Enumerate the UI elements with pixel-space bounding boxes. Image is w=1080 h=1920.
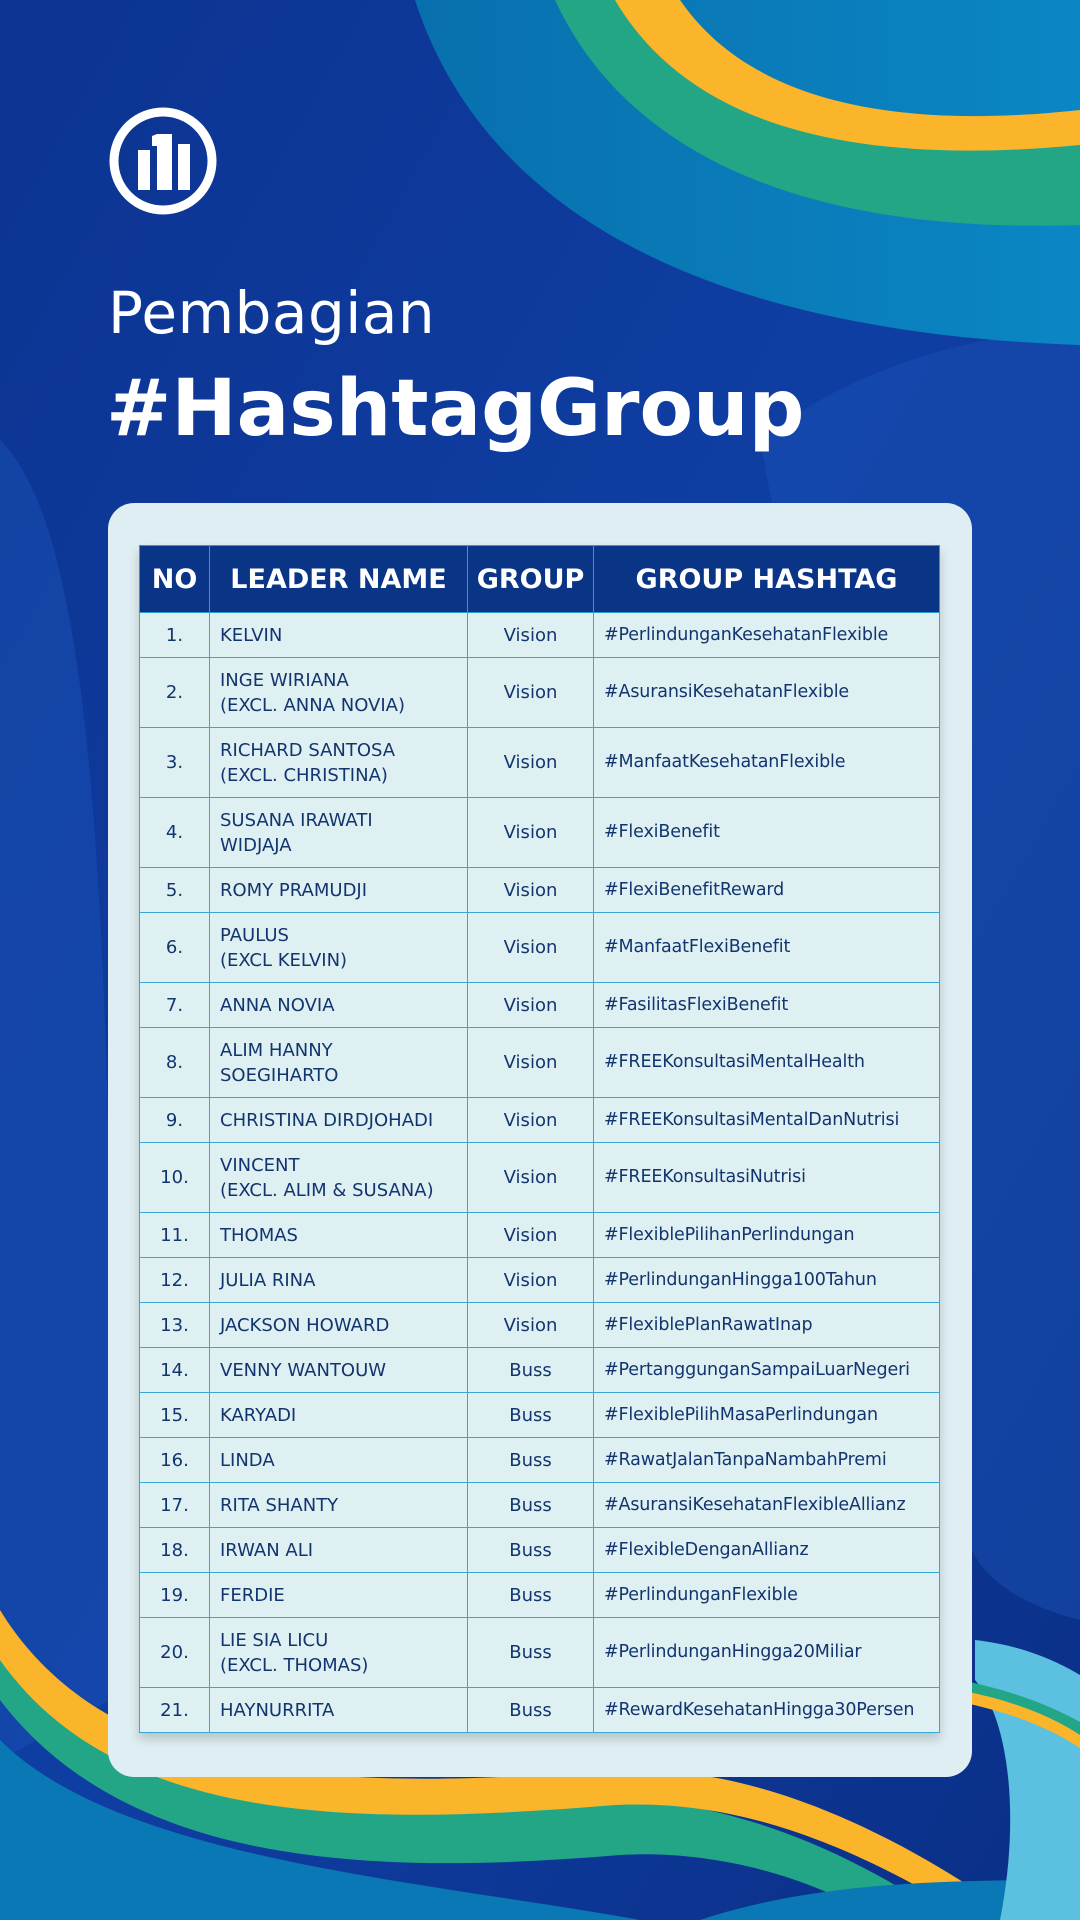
table-row: [140, 658, 940, 728]
leader-name-cell: [210, 613, 468, 658]
leader-name-cell: [210, 1348, 468, 1393]
row-number: 7.: [140, 983, 210, 1028]
leader-name-line: JULIA RINA: [220, 1269, 316, 1291]
table-row: [140, 1573, 940, 1618]
column-header-group-hashtag: GROUP HASHTAG: [594, 546, 940, 613]
group-cell: Vision: [468, 613, 594, 658]
group-cell: Vision: [468, 658, 594, 728]
leader-name-cell: [210, 1688, 468, 1733]
leader-name-cell: [210, 1258, 468, 1303]
group-hashtag-cell: #FlexibleDenganAllianz: [594, 1528, 940, 1573]
title-pembagian: Pembagian: [108, 279, 436, 347]
table-row: [140, 613, 940, 658]
column-header-group: GROUP: [468, 546, 594, 613]
group-cell: Vision: [468, 1213, 594, 1258]
table-row: [140, 1213, 940, 1258]
leader-name-line: JACKSON HOWARD: [220, 1314, 390, 1336]
group-cell: Buss: [468, 1688, 594, 1733]
group-cell: Vision: [468, 798, 594, 868]
group-hashtag-cell: #PerlindunganFlexible: [594, 1573, 940, 1618]
table-row: [140, 913, 940, 983]
table-row: [140, 1258, 940, 1303]
table-row: [140, 1618, 940, 1688]
group-hashtag-cell: #FlexiblePilihMasaPerlindungan: [594, 1393, 940, 1438]
group-hashtag-cell: #FlexiBenefit: [594, 798, 940, 868]
leader-name-cell: [210, 1438, 468, 1483]
table-row: [140, 1438, 940, 1483]
group-hashtag-cell: #RawatJalanTanpaNambahPremi: [594, 1438, 940, 1483]
leader-name-cell: [210, 868, 468, 913]
leader-name-cell: [210, 1393, 468, 1438]
table-row: [140, 728, 940, 798]
group-cell: Buss: [468, 1483, 594, 1528]
leader-name-line: HAYNURRITA: [220, 1699, 335, 1721]
row-number: 1.: [140, 613, 210, 658]
title-hashtag-group: #HashtagGroup: [106, 364, 805, 454]
group-hashtag-cell: #AsuransiKesehatanFlexible: [594, 658, 940, 728]
leader-name-cell: [210, 658, 468, 728]
group-cell: Vision: [468, 1258, 594, 1303]
leader-name-cell: [210, 798, 468, 868]
leader-name-line: LIE SIA LICU: [220, 1629, 329, 1651]
group-hashtag-cell: #FlexiBenefitReward: [594, 868, 940, 913]
table-row: [140, 1483, 940, 1528]
leader-name-line: IRWAN ALI: [220, 1539, 314, 1561]
leader-name-line: ANNA NOVIA: [220, 994, 335, 1016]
group-hashtag-cell: #PerlindunganKesehatanFlexible: [594, 613, 940, 658]
group-hashtag-cell: #ManfaatFlexiBenefit: [594, 913, 940, 983]
group-cell: Vision: [468, 1303, 594, 1348]
leader-name-line: INGE WIRIANA: [220, 669, 349, 691]
group-cell: Buss: [468, 1618, 594, 1688]
group-cell: Vision: [468, 913, 594, 983]
leader-name-line: PAULUS: [220, 924, 289, 946]
group-cell: Buss: [468, 1438, 594, 1483]
group-cell: Vision: [468, 728, 594, 798]
table-body: [140, 613, 940, 1733]
leader-name-cell: [210, 983, 468, 1028]
leader-name-line: (EXCL KELVIN): [220, 949, 348, 971]
leader-name-cell: [210, 1303, 468, 1348]
leader-name-line: VENNY WANTOUW: [220, 1359, 387, 1381]
row-number: 2.: [140, 658, 210, 728]
group-cell: Buss: [468, 1528, 594, 1573]
leader-name-line: SOEGIHARTO: [220, 1064, 339, 1086]
row-number: 17.: [140, 1483, 210, 1528]
group-hashtag-cell: #AsuransiKesehatanFlexibleAllianz: [594, 1483, 940, 1528]
group-hashtag-cell: #PerlindunganHingga20Miliar: [594, 1618, 940, 1688]
leader-name-cell: [210, 1618, 468, 1688]
column-header-no: NO: [140, 546, 210, 613]
group-hashtag-cell: #FREEKonsultasiNutrisi: [594, 1143, 940, 1213]
group-hashtag-cell: #FREEKonsultasiMentalDanNutrisi: [594, 1098, 940, 1143]
table-row: [140, 1393, 940, 1438]
row-number: 21.: [140, 1688, 210, 1733]
table-row: [140, 798, 940, 868]
row-number: 15.: [140, 1393, 210, 1438]
table-row: [140, 1098, 940, 1143]
group-hashtag-cell: #PerlindunganHingga100Tahun: [594, 1258, 940, 1303]
leader-name-line: KELVIN: [220, 624, 283, 646]
leader-name-line: (EXCL. THOMAS): [220, 1654, 369, 1676]
leader-name-cell: [210, 1213, 468, 1258]
leader-name-line: THOMAS: [220, 1224, 298, 1246]
row-number: 3.: [140, 728, 210, 798]
leader-name-cell: [210, 728, 468, 798]
group-cell: Vision: [468, 983, 594, 1028]
table-row: [140, 868, 940, 913]
row-number: 12.: [140, 1258, 210, 1303]
table-row: [140, 1028, 940, 1098]
leader-name-line: (EXCL. ALIM & SUSANA): [220, 1179, 434, 1201]
hashtag-table: [139, 545, 940, 1733]
table-row: [140, 1348, 940, 1393]
leader-name-cell: [210, 913, 468, 983]
row-number: 5.: [140, 868, 210, 913]
group-cell: Buss: [468, 1573, 594, 1618]
leader-name-cell: [210, 1098, 468, 1143]
leader-name-cell: [210, 1483, 468, 1528]
group-cell: Buss: [468, 1348, 594, 1393]
table-row: [140, 1303, 940, 1348]
row-number: 11.: [140, 1213, 210, 1258]
leader-name-line: (EXCL. ANNA NOVIA): [220, 694, 406, 716]
leader-name-line: CHRISTINA DIRDJOHADI: [220, 1109, 434, 1131]
leader-name-line: WIDJAJA: [220, 834, 292, 856]
group-cell: Vision: [468, 1143, 594, 1213]
leader-name-cell: [210, 1528, 468, 1573]
table-card: [108, 503, 972, 1777]
group-hashtag-cell: #RewardKesehatanHingga30Persen: [594, 1688, 940, 1733]
row-number: 14.: [140, 1348, 210, 1393]
leader-name-line: ROMY PRAMUDJI: [220, 879, 368, 901]
leader-name-line: RICHARD SANTOSA: [220, 739, 396, 761]
leader-name-line: (EXCL. CHRISTINA): [220, 764, 388, 786]
leader-name-line: LINDA: [220, 1449, 275, 1471]
leader-name-cell: [210, 1573, 468, 1618]
leader-name-line: RITA SHANTY: [220, 1494, 339, 1516]
leader-name-line: VINCENT: [220, 1154, 300, 1176]
leader-name-line: FERDIE: [220, 1584, 285, 1606]
row-number: 19.: [140, 1573, 210, 1618]
group-cell: Buss: [468, 1393, 594, 1438]
row-number: 10.: [140, 1143, 210, 1213]
group-hashtag-cell: #FREEKonsultasiMentalHealth: [594, 1028, 940, 1098]
table-row: [140, 1688, 940, 1733]
group-hashtag-cell: #PertanggunganSampaiLuarNegeri: [594, 1348, 940, 1393]
row-number: 8.: [140, 1028, 210, 1098]
leader-name-line: ALIM HANNY: [220, 1039, 333, 1061]
leader-name-line: SUSANA IRAWATI: [220, 809, 373, 831]
allianz-eagle-logo-icon: [108, 106, 218, 216]
column-header-leader-name: LEADER NAME: [210, 546, 468, 613]
table-header-row: [140, 546, 940, 613]
group-cell: Vision: [468, 1028, 594, 1098]
group-hashtag-cell: #FasilitasFlexiBenefit: [594, 983, 940, 1028]
row-number: 6.: [140, 913, 210, 983]
group-cell: Vision: [468, 868, 594, 913]
row-number: 4.: [140, 798, 210, 868]
group-hashtag-cell: #ManfaatKesehatanFlexible: [594, 728, 940, 798]
row-number: 13.: [140, 1303, 210, 1348]
leader-name-line: KARYADI: [220, 1404, 297, 1426]
row-number: 18.: [140, 1528, 210, 1573]
row-number: 9.: [140, 1098, 210, 1143]
table-row: [140, 983, 940, 1028]
row-number: 20.: [140, 1618, 210, 1688]
table-row: [140, 1143, 940, 1213]
leader-name-cell: [210, 1143, 468, 1213]
leader-name-cell: [210, 1028, 468, 1098]
group-hashtag-cell: #FlexiblePilihanPerlindungan: [594, 1213, 940, 1258]
table-row: [140, 1528, 940, 1573]
group-cell: Vision: [468, 1098, 594, 1143]
group-hashtag-cell: #FlexiblePlanRawatInap: [594, 1303, 940, 1348]
row-number: 16.: [140, 1438, 210, 1483]
